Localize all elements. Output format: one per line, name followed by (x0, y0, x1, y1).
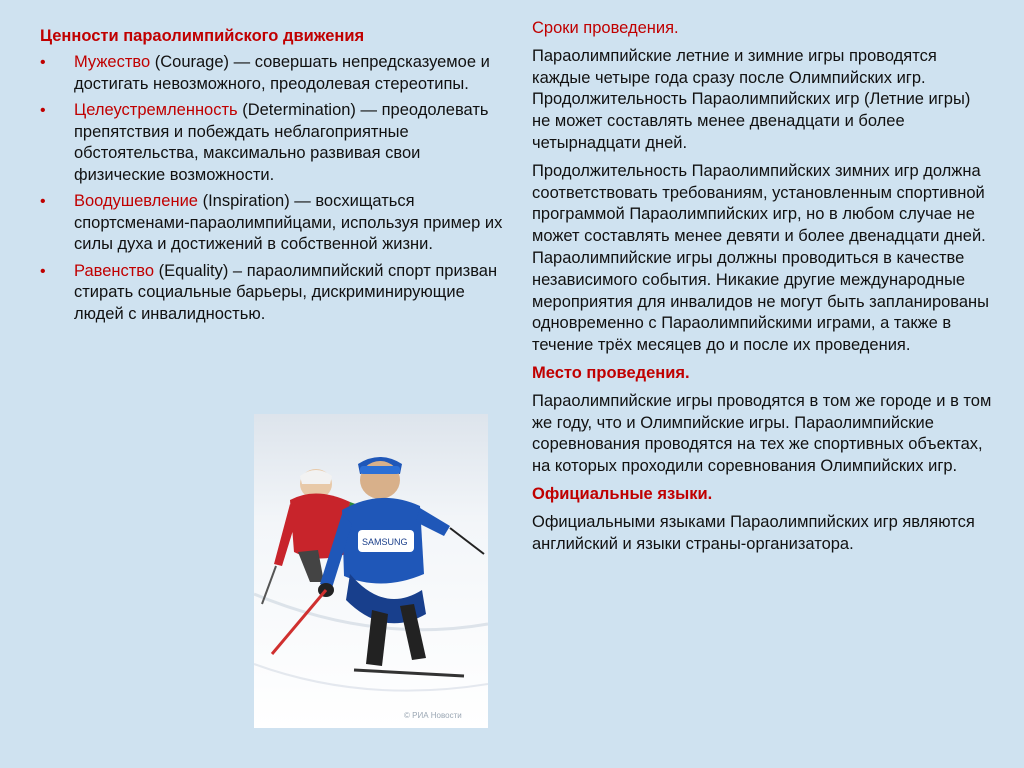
bullet-icon: • (40, 102, 46, 119)
venue-heading: Место проведения. (532, 363, 690, 382)
bullet-icon: • (40, 262, 46, 280)
value-term: Целеустремленность (74, 101, 238, 119)
value-item-inspiration (40, 191, 510, 256)
bib-text: SAMSUNG (362, 537, 408, 547)
sledge-skiers-illustration (254, 414, 488, 728)
value-description: (Determination) — преодолевать препятствия и побеждать неблагоприятные обстоятельства, максимально развивая свои физические возможности. (74, 101, 489, 184)
timing-heading: Сроки проведения. (532, 19, 679, 37)
value-item-determination (40, 100, 510, 186)
value-item-equality (40, 261, 510, 326)
sledge-skiers-photo (254, 414, 488, 728)
timing-paragraph-1: Параолимпийские летние и зимние игры проводятся каждые четыре года сразу после Олимпийских игр. Продолжительность Параолимпийских игр (Летние игры) не может составлять менее двенадцати и более четырнадцати дней. (532, 46, 971, 152)
value-description: (Inspiration) — восхищаться спортсменами-параолимпийцами, используя пример их силы духа и достижений в собственной жизни. (74, 192, 503, 253)
values-heading: Ценности параолимпийского движения (40, 27, 365, 45)
bullet-icon: • (40, 54, 46, 71)
value-description: (Courage) — совершать непредсказуемое и достигать невозможного, преодолевая стереотипы. (74, 53, 490, 93)
values-list (40, 52, 510, 325)
bullet-icon: • (40, 193, 46, 210)
languages-heading: Официальные языки. (532, 484, 713, 503)
languages-paragraph: Официальными языками Параолимпийских игр являются английский и языки страны-организатора. (532, 512, 975, 553)
value-term: Равенство (74, 261, 155, 280)
value-term: Мужество (74, 53, 151, 71)
value-description: (Equality) – параолимпийский спорт призван стирать социальные барьеры, дискриминирующие людей с инвалидностью. (74, 261, 498, 323)
values-section (40, 26, 510, 330)
value-term: Воодушевление (74, 192, 198, 210)
info-section (532, 18, 992, 561)
value-item-courage (40, 52, 510, 95)
photo-watermark: © РИА Новости (404, 711, 462, 720)
venue-paragraph: Параолимпийские игры проводятся в том же городе и в том же году, что и Олимпийские игры. Параолимпийские соревнования проводятся на тех же спортивных объектах, на которых проходили соревнования Олимпийских игр. (532, 391, 992, 476)
timing-paragraph-2: Продолжительность Параолимпийских зимних игр должна соответствовать требованиям, установленным спортивной программой Параолимпийских игр, но в любом случае не может составлять менее девяти и более двенадцати дней. Параолимпийские игры должны проводиться в качестве независимого события. Никакие другие международные мероприятия для инвалидов не могут быть запланированы одновременно с Параолимпийскими играми, а также в течение трёх месяцев до и после их проведения. (532, 161, 990, 355)
